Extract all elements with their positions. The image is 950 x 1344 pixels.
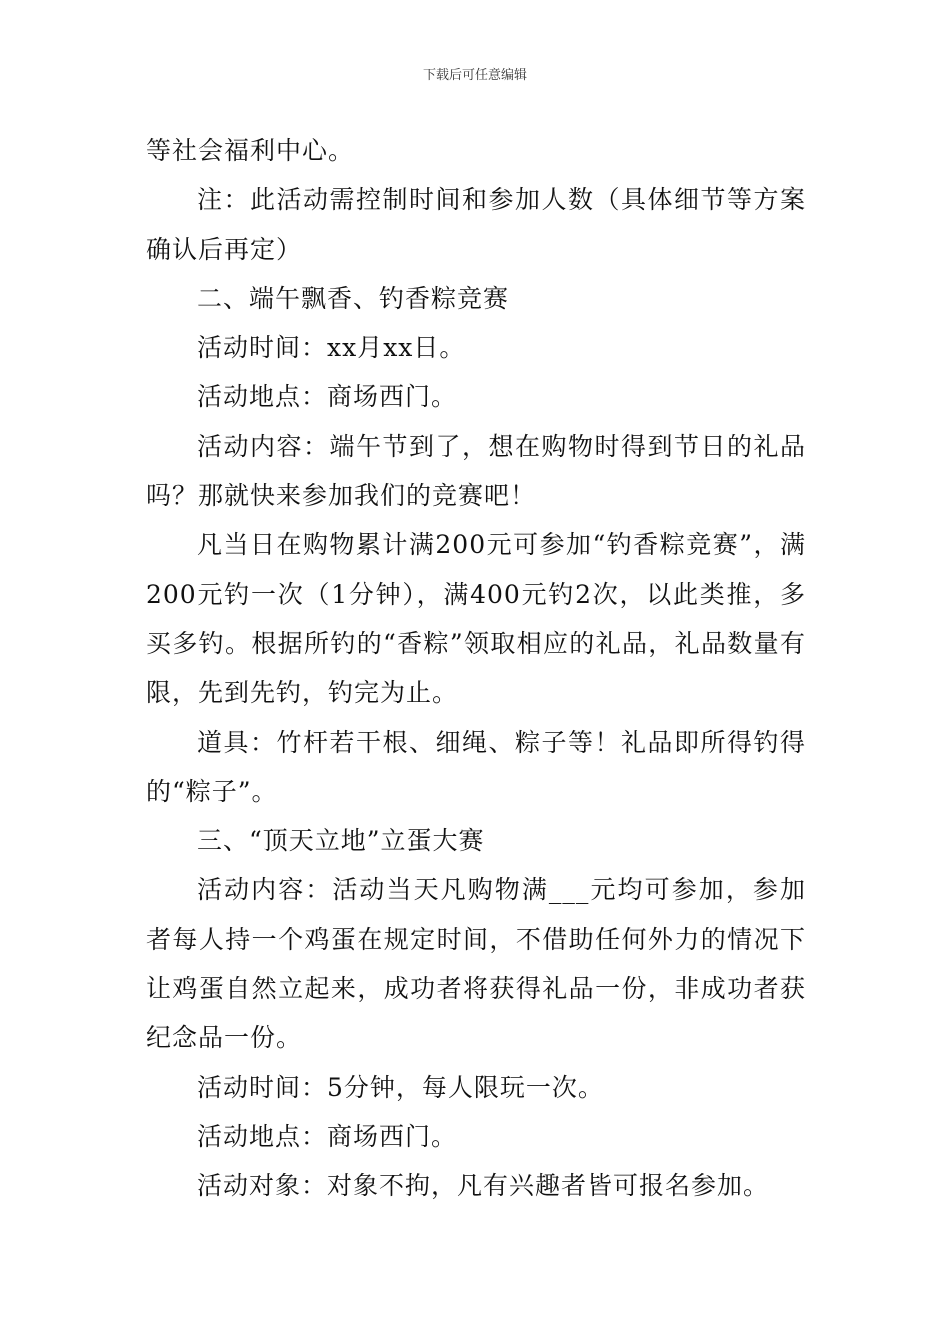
paragraph: 活动地点：商场西门。 bbox=[197, 1121, 458, 1151]
paragraph: 等社会福利中心。 bbox=[146, 136, 355, 165]
document-body bbox=[146, 126, 806, 1211]
paragraph: 凡当日在购物累计满200元可参加“钓香粽竞赛”，满200元钓一次（1分钟），满400元钓2次，以此类推，多买多钓。根据所钓的“香粽”领取相应的礼品，礼品数量有限，先到先钓，钓完为止。 bbox=[146, 530, 806, 708]
paragraph: 道具：竹杆若干根、细绳、粽子等！礼品即所得钓得的“粽子”。 bbox=[146, 727, 806, 806]
paragraph: 注：此活动需控制时间和参加人数（具体细节等方案确认后再定） bbox=[146, 185, 806, 264]
section-heading: 三、“顶天立地”立蛋大赛 bbox=[197, 826, 485, 856]
paragraph: 活动内容：活动当天凡购物满___元均可参加，参加者每人持一个鸡蛋在规定时间，不借助任何外力的情况下让鸡蛋自然立起来，成功者将获得礼品一份，非成功者获纪念品一份。 bbox=[146, 875, 806, 1053]
paragraph: 活动时间：xx月xx日。 bbox=[197, 333, 466, 363]
page-header: 下载后可任意编辑 bbox=[422, 68, 527, 83]
paragraph: 活动地点：商场西门。 bbox=[197, 382, 458, 412]
paragraph: 活动时间：5分钟，每人限玩一次。 bbox=[197, 1072, 604, 1102]
paragraph: 活动内容：端午节到了，想在购物时得到节日的礼品吗？那就快来参加我们的竞赛吧！ bbox=[146, 431, 806, 511]
section-heading: 二、端午飘香、钓香粽竞赛 bbox=[197, 283, 510, 313]
paragraph: 活动对象：对象不拘，凡有兴趣者皆可报名参加。 bbox=[197, 1171, 770, 1201]
